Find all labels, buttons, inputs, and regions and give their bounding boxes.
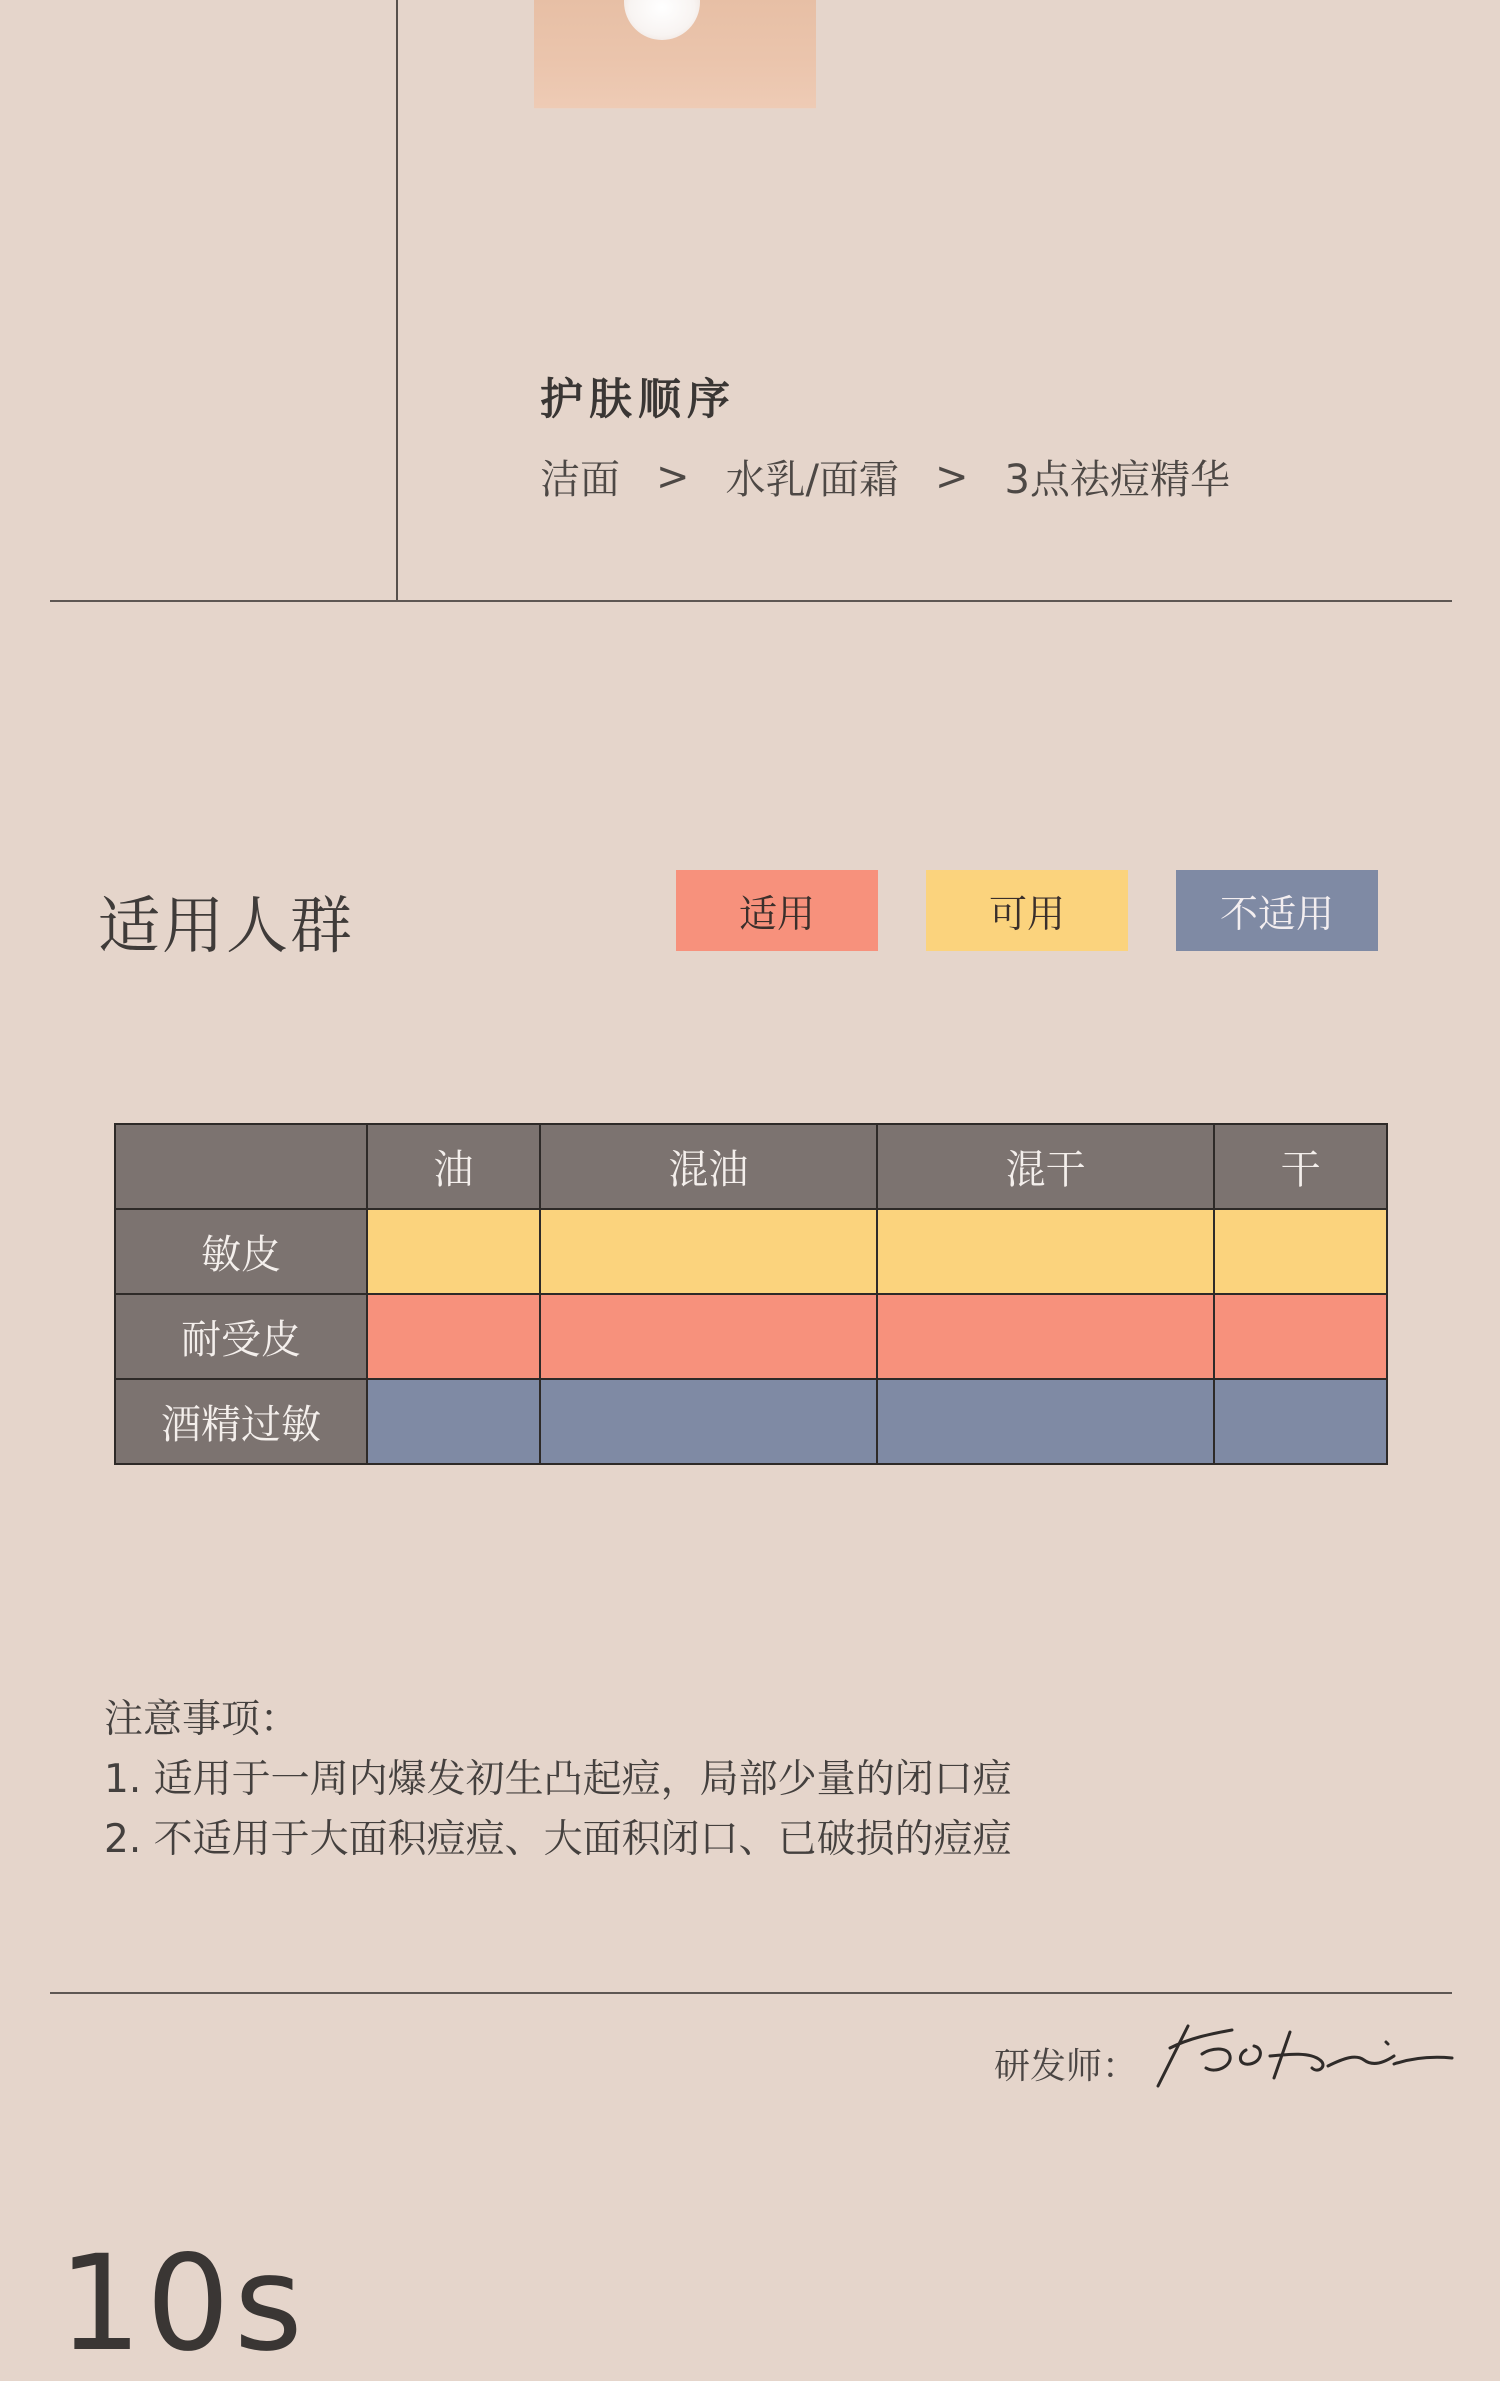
column-header-combo-oily: 混油 [540,1124,877,1209]
legend-not-suitable: 不适用 [1176,870,1378,951]
routine-step-1: 洁面 [540,457,620,503]
note-item: 2. 不适用于大面积痘痘、大面积闭口、已破损的痘痘 [104,1817,1012,1862]
table-row-alcohol-allergy [115,1379,1387,1464]
notes-block [104,1690,1012,1870]
status-cell-usable [1214,1209,1387,1294]
status-cell-suitable [540,1294,877,1379]
status-cell-usable [540,1209,877,1294]
notes-heading: 注意事项： [104,1697,300,1742]
status-cell-suitable [1214,1294,1387,1379]
table-row-sensitive [115,1209,1387,1294]
row-label-tolerant: 耐受皮 [115,1294,367,1379]
routine-step-2: 水乳/面霜 [725,457,899,503]
status-cell-not-suitable [367,1379,540,1464]
note-item: 1. 适用于一周内爆发初生凸起痘，局部少量的闭口痘 [104,1757,1012,1802]
section-divider [50,600,1452,602]
audience-title: 适用人群 [98,889,355,962]
status-cell-usable [877,1209,1214,1294]
vertical-divider [396,0,398,602]
routine-separator: > [935,453,969,500]
column-header-oily: 油 [367,1124,540,1209]
developer-label: 研发师： [994,2046,1139,2087]
row-label-sensitive: 敏皮 [115,1209,367,1294]
table-corner-cell [115,1124,367,1209]
footer-divider [50,1992,1452,1994]
column-header-dry: 干 [1214,1124,1387,1209]
routine-steps [540,448,1230,505]
status-cell-suitable [367,1294,540,1379]
legend-suitable: 适用 [676,870,878,951]
legend-usable: 可用 [926,870,1128,951]
status-cell-not-suitable [540,1379,877,1464]
column-header-combo-dry: 混干 [877,1124,1214,1209]
routine-separator: > [656,453,690,500]
section-number: 10s [58,2227,307,2381]
status-cell-usable [367,1209,540,1294]
status-cell-suitable [877,1294,1214,1379]
table-header-row [115,1124,1387,1209]
routine-title: 护肤顺序 [540,375,736,425]
skin-type-table [114,1123,1388,1465]
routine-step-3: 3点祛痘精华 [1004,457,1230,503]
status-cell-not-suitable [877,1379,1214,1464]
developer-signature [1150,2008,1460,2098]
row-label-alcohol-allergy: 酒精过敏 [115,1379,367,1464]
table-row-tolerant [115,1294,1387,1379]
status-cell-not-suitable [1214,1379,1387,1464]
